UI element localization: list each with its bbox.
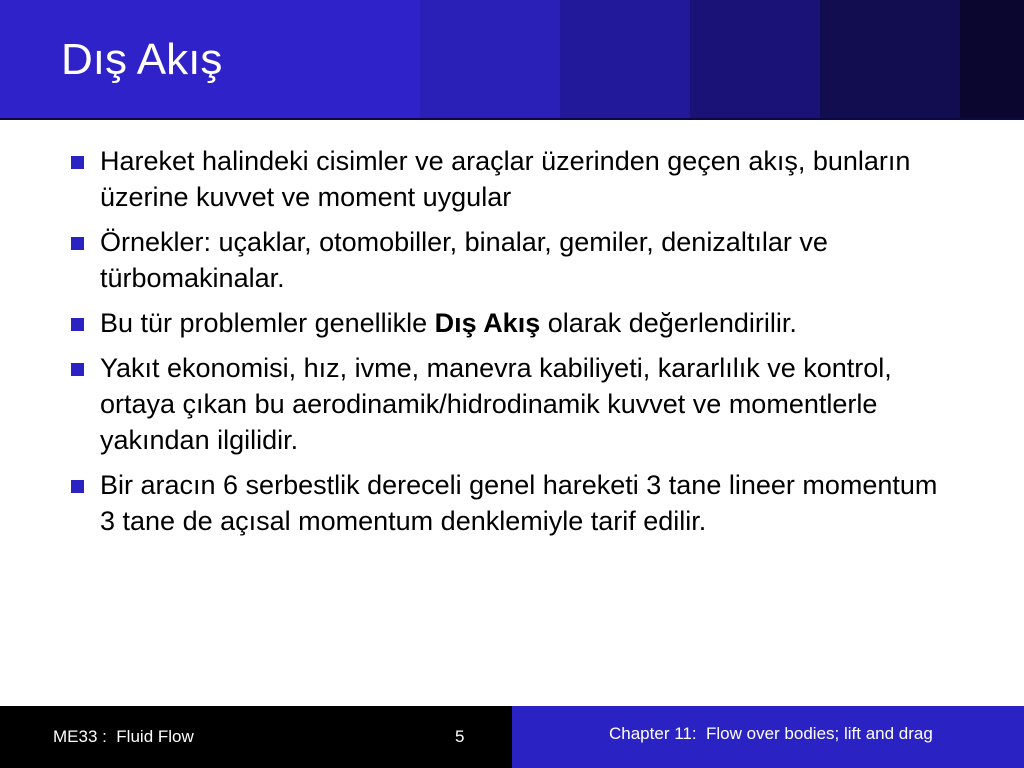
footer-left: [0, 706, 512, 768]
bullet-text: Hareket halindeki cisimler ve araçlar üzerinden geçen akış, bunların üzerine kuvvet ve moment uygular: [100, 146, 911, 212]
page-number: 5: [455, 727, 465, 746]
bullet-item: [58, 224, 958, 296]
square-bullet-icon: [71, 318, 84, 331]
bullet-text-bold: Dış Akış: [434, 308, 541, 338]
bullet-text: Bir aracın 6 serbestlik dereceli genel hareketi 3 tane lineer momentum 3 tane de açısal momentum denklemiyle tarif edilir.: [100, 470, 938, 536]
bullet-text-start: Bu tür problemler genellikle: [100, 308, 435, 338]
footer-right: [512, 706, 1024, 768]
bullet-list: [58, 143, 958, 548]
title-bar: [0, 0, 1024, 120]
square-bullet-icon: [71, 363, 84, 376]
bullet-text: Örnekler: uçaklar, otomobiller, binalar, gemiler, denizaltılar ve türbomakinalar.: [100, 227, 828, 293]
bullet-item: [58, 350, 958, 458]
square-bullet-icon: [71, 480, 84, 493]
bullet-item: [58, 305, 958, 341]
square-bullet-icon: [71, 156, 84, 169]
bullet-item: [58, 467, 958, 539]
course-label: ME33 : Fluid Flow: [53, 727, 194, 746]
bullet-text: Yakıt ekonomisi, hız, ivme, manevra kabiliyeti, kararlılık ve kontrol, ortaya çıkan bu aerodinamik/hidrodinamik kuvvet ve momentlerle yakından ilgilidir.: [100, 353, 892, 455]
bullet-item: [58, 143, 958, 215]
bullet-text-end: olarak değerlendirilir.: [540, 308, 797, 338]
slide-title: Dış Akış: [61, 35, 223, 84]
chapter-label: Chapter 11: Flow over bodies; lift and drag: [609, 724, 933, 743]
square-bullet-icon: [71, 237, 84, 250]
